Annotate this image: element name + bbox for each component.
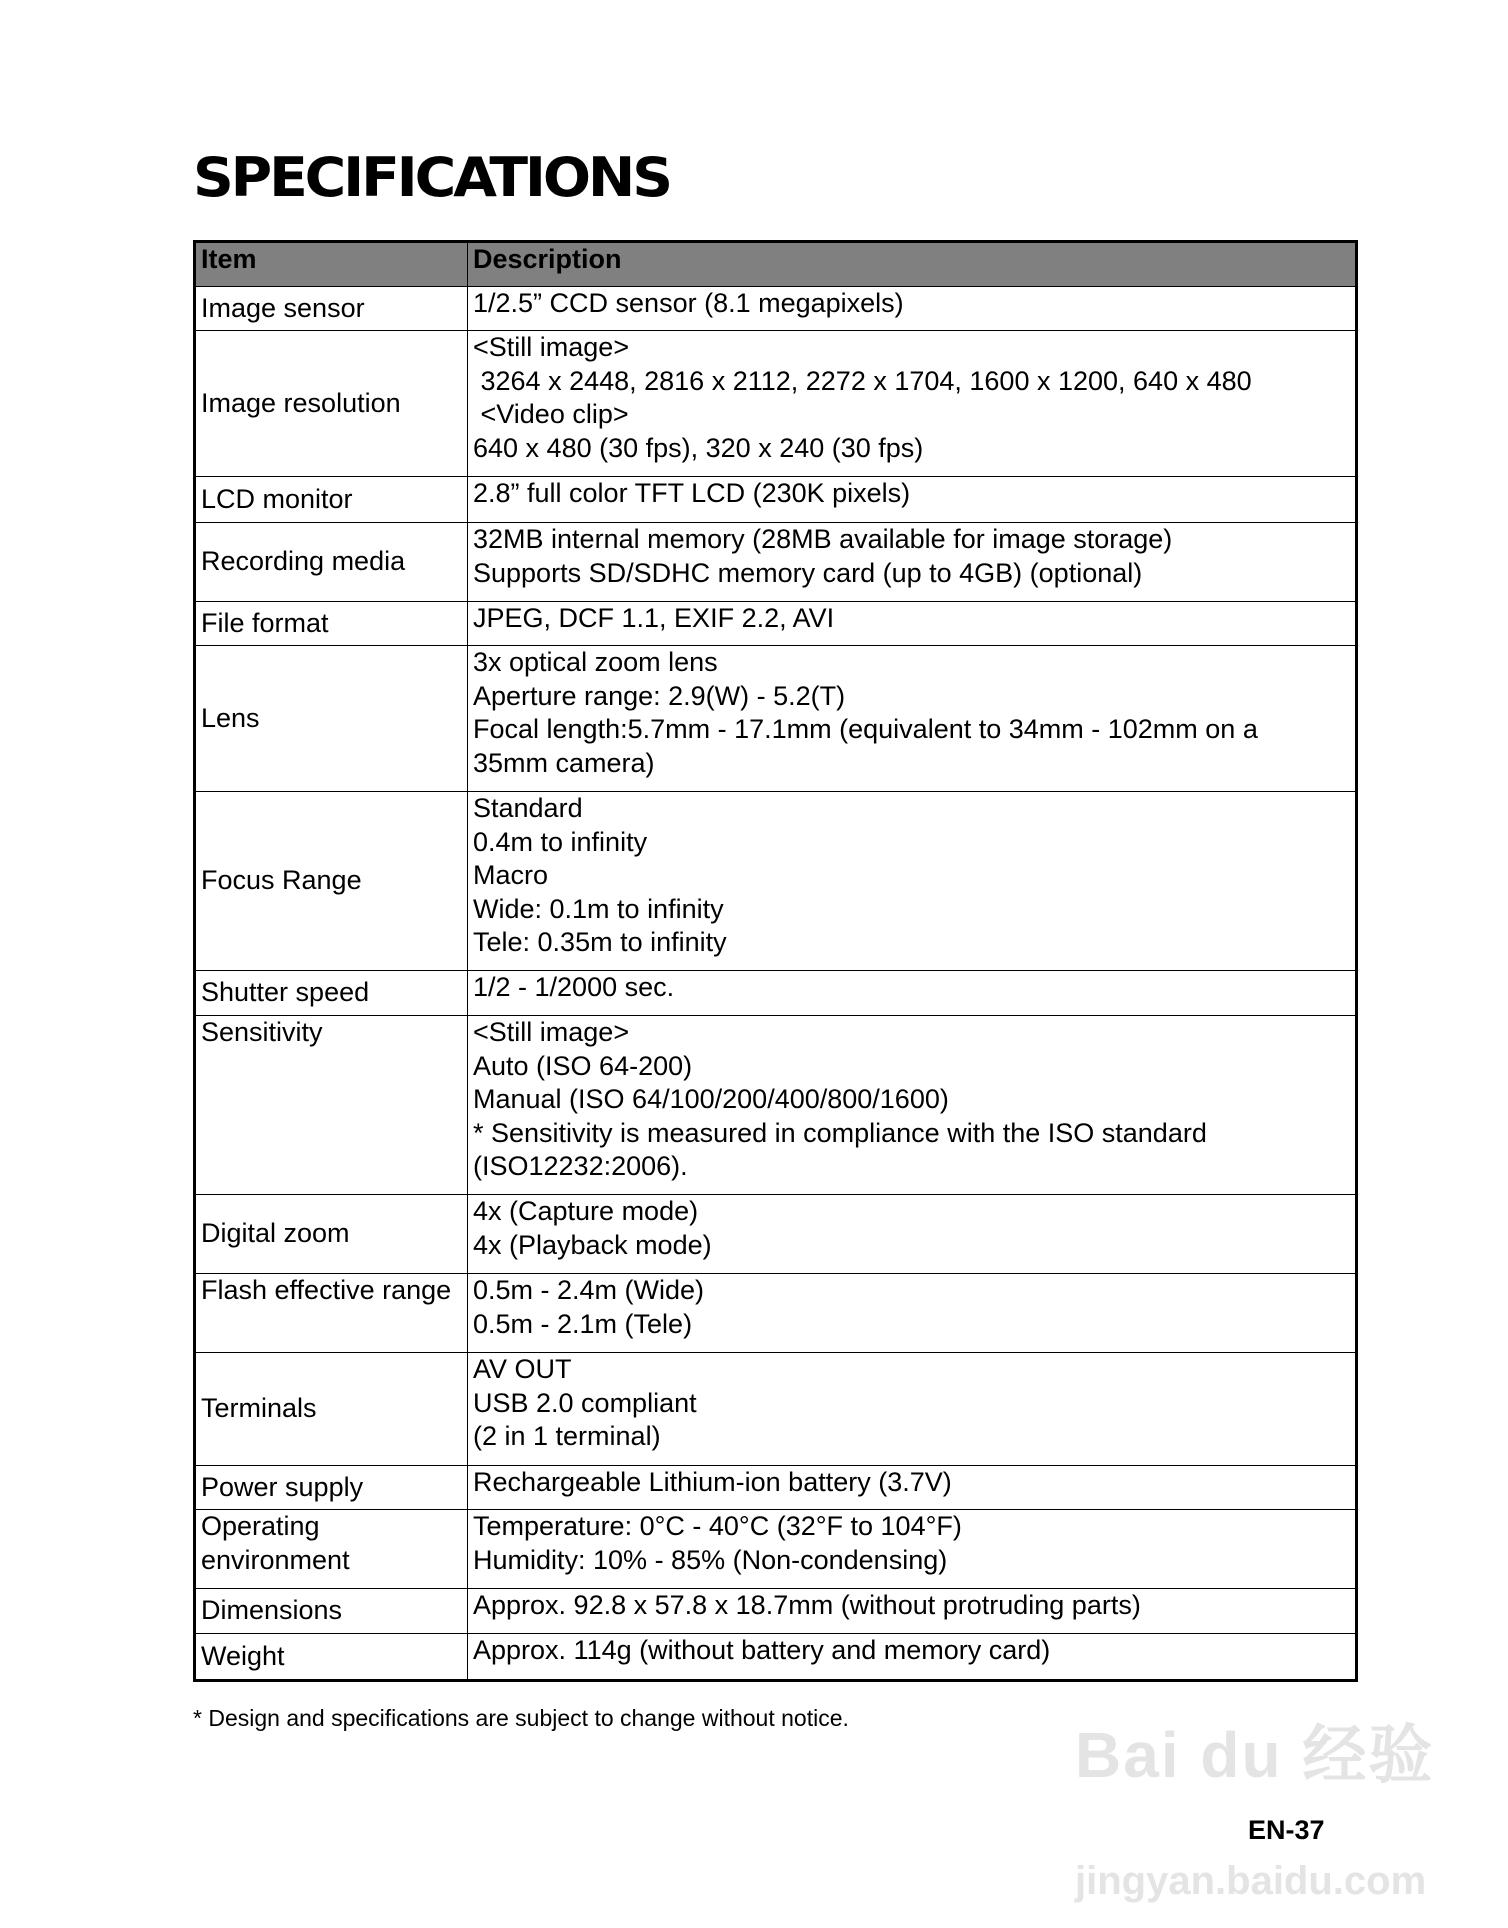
table-row — [195, 1274, 1357, 1353]
description-cell — [468, 602, 1357, 646]
description-line: 32MB internal memory (28MB available for image storage) — [473, 524, 1173, 554]
item-cell: Lens — [195, 646, 468, 792]
description-cell — [468, 287, 1357, 331]
description-cell — [468, 1589, 1357, 1634]
table-row — [195, 792, 1357, 971]
table-row — [195, 1195, 1357, 1274]
description-line: <Video clip> — [473, 399, 629, 429]
description-line: <Still image> — [473, 332, 630, 362]
item-cell: Dimensions — [195, 1589, 468, 1634]
description-line: * Sensitivity is measured in compliance with the ISO standard — [473, 1117, 1207, 1148]
item-cell: LCD monitor — [195, 477, 468, 523]
header-description: Description — [468, 242, 1357, 287]
item-cell: Terminals — [195, 1353, 468, 1466]
description-cell — [468, 523, 1357, 602]
description-line: AV OUT — [473, 1354, 572, 1384]
description-line: JPEG, DCF 1.1, EXIF 2.2, AVI — [473, 603, 835, 633]
table-row — [195, 1634, 1357, 1681]
description-line: 0.5m - 2.4m (Wide) — [473, 1275, 705, 1305]
description-line: Humidity: 10% - 85% (Non-condensing) — [473, 1544, 948, 1575]
watermark-logo: Bai du 经验 — [1075, 1719, 1435, 1791]
description-line: 0.4m to infinity — [473, 826, 648, 857]
description-line: 0.5m - 2.1m (Tele) — [473, 1308, 693, 1339]
table-row — [195, 646, 1357, 792]
page-title: SPECIFICATIONS — [193, 146, 670, 209]
description-line: <Still image> — [473, 1017, 630, 1047]
description-line: Standard — [473, 793, 583, 823]
description-line: 1/2.5” CCD sensor (8.1 megapixels) — [473, 288, 904, 318]
table-row — [195, 1510, 1357, 1589]
description-line: (2 in 1 terminal) — [473, 1421, 661, 1451]
description-cell — [468, 1634, 1357, 1681]
description-cell — [468, 1274, 1357, 1353]
description-line: Manual (ISO 64/100/200/400/800/1600) — [473, 1084, 949, 1114]
description-line: USB 2.0 compliant — [473, 1387, 697, 1418]
description-line: 4x (Playback mode) — [473, 1229, 712, 1260]
description-line: Approx. 92.8 x 57.8 x 18.7mm (without protruding parts) — [473, 1590, 1141, 1620]
item-cell: Digital zoom — [195, 1195, 468, 1274]
description-cell — [468, 792, 1357, 971]
item-cell: Sensitivity — [195, 1016, 468, 1195]
description-line: (ISO12232:2006). — [473, 1151, 688, 1181]
table-row — [195, 1353, 1357, 1466]
description-line: 2.8” full color TFT LCD (230K pixels) — [473, 478, 911, 508]
table-row — [195, 602, 1357, 646]
item-cell: Image resolution — [195, 331, 468, 477]
description-cell — [468, 1510, 1357, 1589]
description-cell — [468, 1016, 1357, 1195]
table-header-row — [195, 242, 1357, 287]
description-line: Focal length:5.7mm - 17.1mm (equivalent to 34mm - 102mm on a — [473, 714, 1258, 744]
description-line: Approx. 114g (without battery and memory card) — [473, 1635, 1051, 1665]
description-line: 640 x 480 (30 fps), 320 x 240 (30 fps) — [473, 432, 924, 463]
item-cell: Power supply — [195, 1466, 468, 1510]
description-line: Macro — [473, 860, 549, 890]
item-cell: Weight — [195, 1634, 468, 1681]
item-cell: File format — [195, 602, 468, 646]
description-line: Auto (ISO 64-200) — [473, 1050, 693, 1081]
table-row — [195, 477, 1357, 523]
description-cell — [468, 1466, 1357, 1510]
item-cell: Focus Range — [195, 792, 468, 971]
table-row — [195, 287, 1357, 331]
description-line: Rechargeable Lithium-ion battery (3.7V) — [473, 1467, 952, 1497]
description-line: Wide: 0.1m to infinity — [473, 893, 724, 924]
description-line: 3264 x 2448, 2816 x 2112, 2272 x 1704, 1600 x 1200, 640 x 480 — [473, 365, 1252, 396]
header-item: Item — [195, 242, 468, 287]
item-cell: Shutter speed — [195, 971, 468, 1016]
item-cell: Image sensor — [195, 287, 468, 331]
item-cell: Flash effective range — [195, 1274, 468, 1353]
watermark-url: jingyan.baidu.com — [1075, 1859, 1427, 1903]
description-line: Tele: 0.35m to infinity — [473, 927, 727, 957]
table-row — [195, 1589, 1357, 1634]
description-line: 35mm camera) — [473, 747, 655, 778]
description-cell — [468, 1353, 1357, 1466]
description-cell — [468, 971, 1357, 1016]
description-cell — [468, 477, 1357, 523]
table-row — [195, 523, 1357, 602]
description-cell — [468, 646, 1357, 792]
description-line: Temperature: 0°C - 40°C (32°F to 104°F) — [473, 1511, 962, 1541]
footnote: * Design and specifications are subject to change without notice. — [193, 1705, 849, 1731]
description-line: 4x (Capture mode) — [473, 1196, 699, 1226]
item-cell: Operating environment — [195, 1510, 468, 1589]
table-row — [195, 1016, 1357, 1195]
description-line: 3x optical zoom lens — [473, 647, 718, 677]
description-line: Supports SD/SDHC memory card (up to 4GB) (optional) — [473, 557, 1143, 588]
description-line: 1/2 - 1/2000 sec. — [473, 972, 675, 1002]
page-number: EN-37 — [1248, 1815, 1325, 1845]
table-row — [195, 1466, 1357, 1510]
description-cell — [468, 1195, 1357, 1274]
description-cell — [468, 331, 1357, 477]
table-row — [195, 971, 1357, 1016]
description-line: Aperture range: 2.9(W) - 5.2(T) — [473, 680, 846, 711]
item-cell: Recording media — [195, 523, 468, 602]
table-row — [195, 331, 1357, 477]
specifications-table — [193, 240, 1358, 1682]
